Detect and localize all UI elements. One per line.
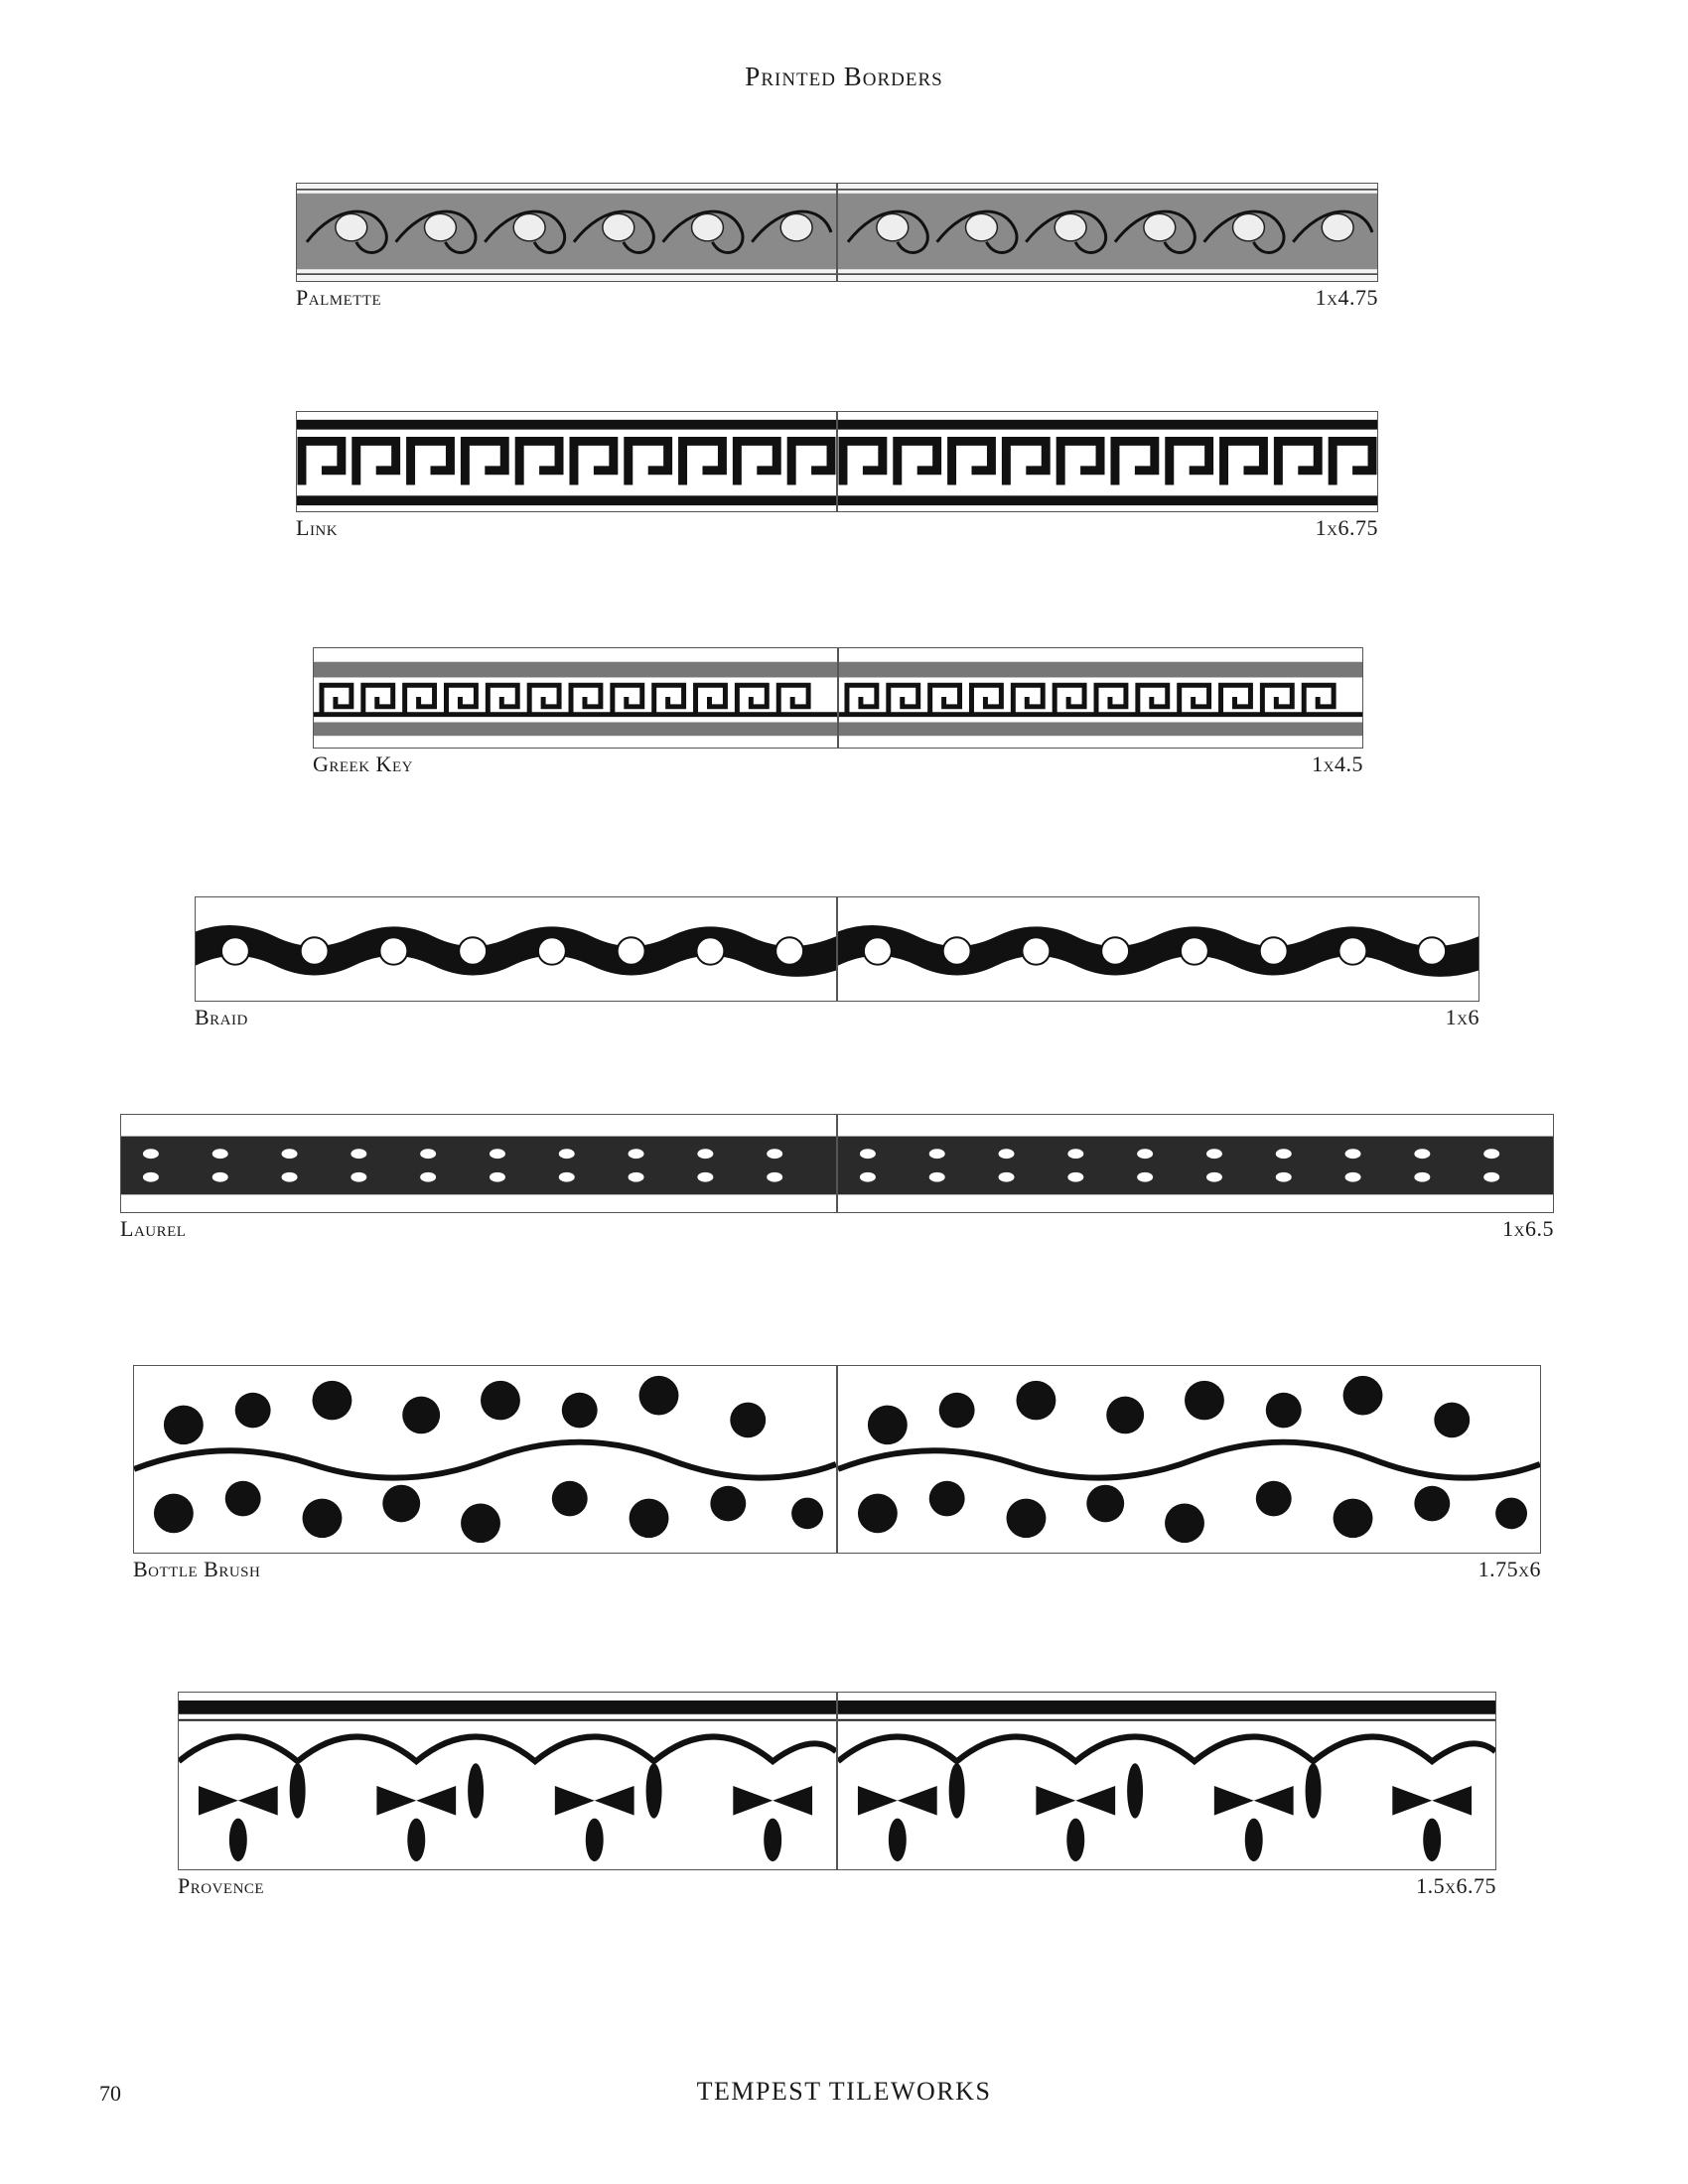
border-name: Bottle Brush bbox=[133, 1557, 261, 1581]
provence-tile-right bbox=[837, 1692, 1496, 1870]
border-size: 1x4.75 bbox=[1315, 285, 1378, 310]
border-size: 1x6.75 bbox=[1315, 515, 1378, 540]
page-title: Printed Borders bbox=[745, 62, 943, 91]
border-size: 1x6.5 bbox=[1502, 1216, 1554, 1241]
border-provence bbox=[178, 1692, 1496, 1899]
border-size: 1.5x6.75 bbox=[1416, 1873, 1496, 1898]
greek-key-tile-right bbox=[838, 647, 1363, 749]
footer-brand: TEMPEST TILEWORKS bbox=[696, 2077, 992, 2106]
page-number: 70 bbox=[99, 2081, 121, 2106]
border-name: Link bbox=[296, 515, 339, 540]
border-bottle-brush bbox=[133, 1365, 1541, 1582]
provence-tile-left bbox=[178, 1692, 837, 1870]
border-name: Greek Key bbox=[313, 751, 413, 776]
border-name: Laurel bbox=[120, 1216, 187, 1241]
bottle-brush-tile-left bbox=[133, 1365, 837, 1554]
bottle-brush-tile-right bbox=[837, 1365, 1541, 1554]
border-link bbox=[296, 411, 1378, 541]
palmette-tile-right bbox=[837, 183, 1378, 282]
border-size: 1x4.5 bbox=[1312, 751, 1363, 776]
link-tile-right bbox=[837, 411, 1378, 512]
border-name: Braid bbox=[195, 1005, 248, 1029]
greek-key-tile-left bbox=[313, 647, 838, 749]
link-tile-left bbox=[296, 411, 837, 512]
palmette-tile-left bbox=[296, 183, 837, 282]
border-name: Palmette bbox=[296, 285, 382, 310]
border-laurel bbox=[120, 1114, 1554, 1242]
border-size: 1x6 bbox=[1445, 1005, 1479, 1029]
braid-tile-left bbox=[195, 896, 837, 1002]
border-name: Provence bbox=[178, 1873, 265, 1898]
border-palmette bbox=[296, 183, 1378, 311]
laurel-tile-left bbox=[120, 1114, 837, 1213]
border-size: 1.75x6 bbox=[1477, 1557, 1541, 1581]
braid-tile-right bbox=[837, 896, 1479, 1002]
border-greek-key bbox=[313, 647, 1363, 777]
border-braid bbox=[195, 896, 1479, 1030]
laurel-tile-right bbox=[837, 1114, 1554, 1213]
